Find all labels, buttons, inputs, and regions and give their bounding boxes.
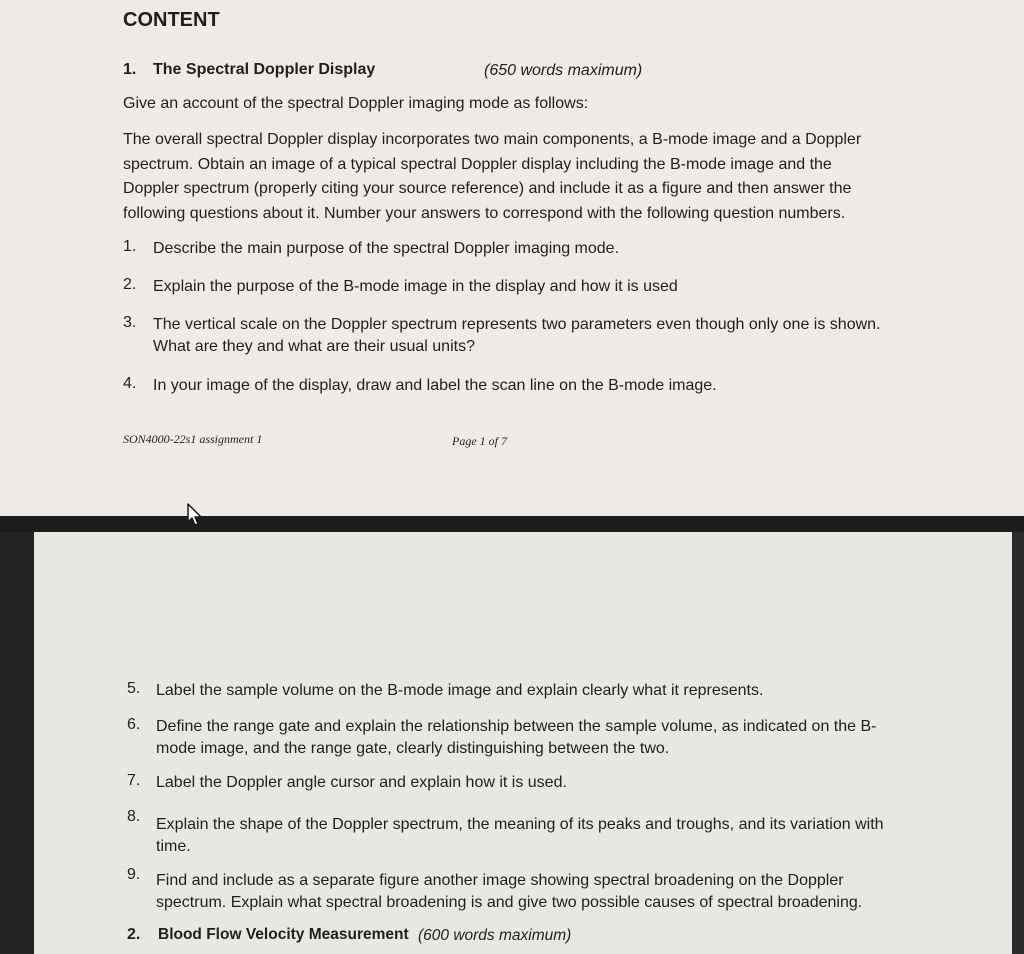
question-line: mode image, and the range gate, clearly distinguishing between the two.: [156, 739, 670, 757]
question-7: [156, 772, 567, 794]
question-number: 5.: [127, 680, 141, 697]
question-number: 7.: [127, 772, 141, 789]
section-1-number: 1.: [123, 61, 137, 78]
question-line: In your image of the display, draw and label the scan line on the B-mode image.: [153, 377, 717, 394]
question-line: The vertical scale on the Doppler spectrum represents two parameters even though only one is shown.: [153, 316, 881, 333]
intro-text: Give an account of the spectral Doppler imaging mode as follows:: [123, 95, 589, 112]
question-number: 6.: [127, 716, 141, 733]
question-6: [156, 716, 876, 759]
paragraph-line: Doppler spectrum (properly citing your source reference) and include it as a figure and then answer the: [123, 180, 852, 197]
question-line: Label the Doppler angle cursor and explain how it is used.: [156, 774, 567, 791]
question-line: Define the range gate and explain the relationship between the sample volume, as indicated on the B-: [156, 718, 877, 735]
page-break-divider: [0, 516, 1024, 532]
question-number: 3.: [123, 314, 137, 331]
section-1-title: The Spectral Doppler Display: [153, 61, 376, 78]
question-9: [156, 870, 862, 913]
footer-page-number: Page 1 of 7: [452, 434, 507, 448]
question-number: 2.: [123, 276, 137, 293]
document-page-2: [34, 532, 1012, 954]
section-2-word-limit: (600 words maximum): [418, 927, 572, 944]
question-number: 1.: [123, 238, 137, 255]
question-line: Find and include as a separate figure another image showing spectral broadening on the Doppler: [156, 872, 844, 889]
paragraph-line: The overall spectral Doppler display incorporates two main components, a B-mode image and a Doppler: [123, 131, 862, 148]
question-number: 9.: [127, 866, 141, 883]
question-number: 8.: [127, 808, 141, 825]
paragraph-line: following questions about it. Number your answers to correspond with the following question numbers.: [123, 204, 846, 222]
screen-bezel-right: [1012, 532, 1024, 954]
section-1-word-limit: (650 words maximum): [484, 62, 643, 79]
question-line: What are they and what are their usual units?: [153, 337, 475, 355]
question-line: spectrum. Explain what spectral broadening is and give two possible causes of spectral broadening.: [156, 893, 863, 911]
question-2: [153, 276, 678, 298]
section-2-number: 2.: [127, 926, 141, 943]
question-3: [153, 314, 881, 357]
screen-bezel-left: [0, 532, 34, 954]
question-5: [156, 680, 763, 702]
footer-course-code: SON4000-22s1 assignment 1: [123, 432, 263, 446]
instruction-paragraph: [123, 128, 861, 226]
paragraph-line: spectrum. Obtain an image of a typical spectral Doppler display including the B-mode image and the: [123, 155, 832, 173]
question-8: [156, 814, 884, 857]
question-1: [153, 238, 619, 260]
question-line: Describe the main purpose of the spectral Doppler imaging mode.: [153, 240, 620, 257]
content-heading: CONTENT: [123, 9, 220, 31]
section-2-title: Blood Flow Velocity Measurement: [158, 926, 409, 943]
question-line: time.: [156, 837, 191, 855]
question-line: Explain the shape of the Doppler spectrum, the meaning of its peaks and troughs, and its variation with: [156, 816, 884, 833]
mouse-pointer-icon: [184, 502, 206, 533]
question-4: [153, 375, 717, 397]
question-number: 4.: [123, 375, 137, 392]
question-line: Explain the purpose of the B-mode image in the display and how it is used: [153, 278, 678, 295]
question-line: Label the sample volume on the B-mode image and explain clearly what it represents.: [156, 682, 764, 699]
